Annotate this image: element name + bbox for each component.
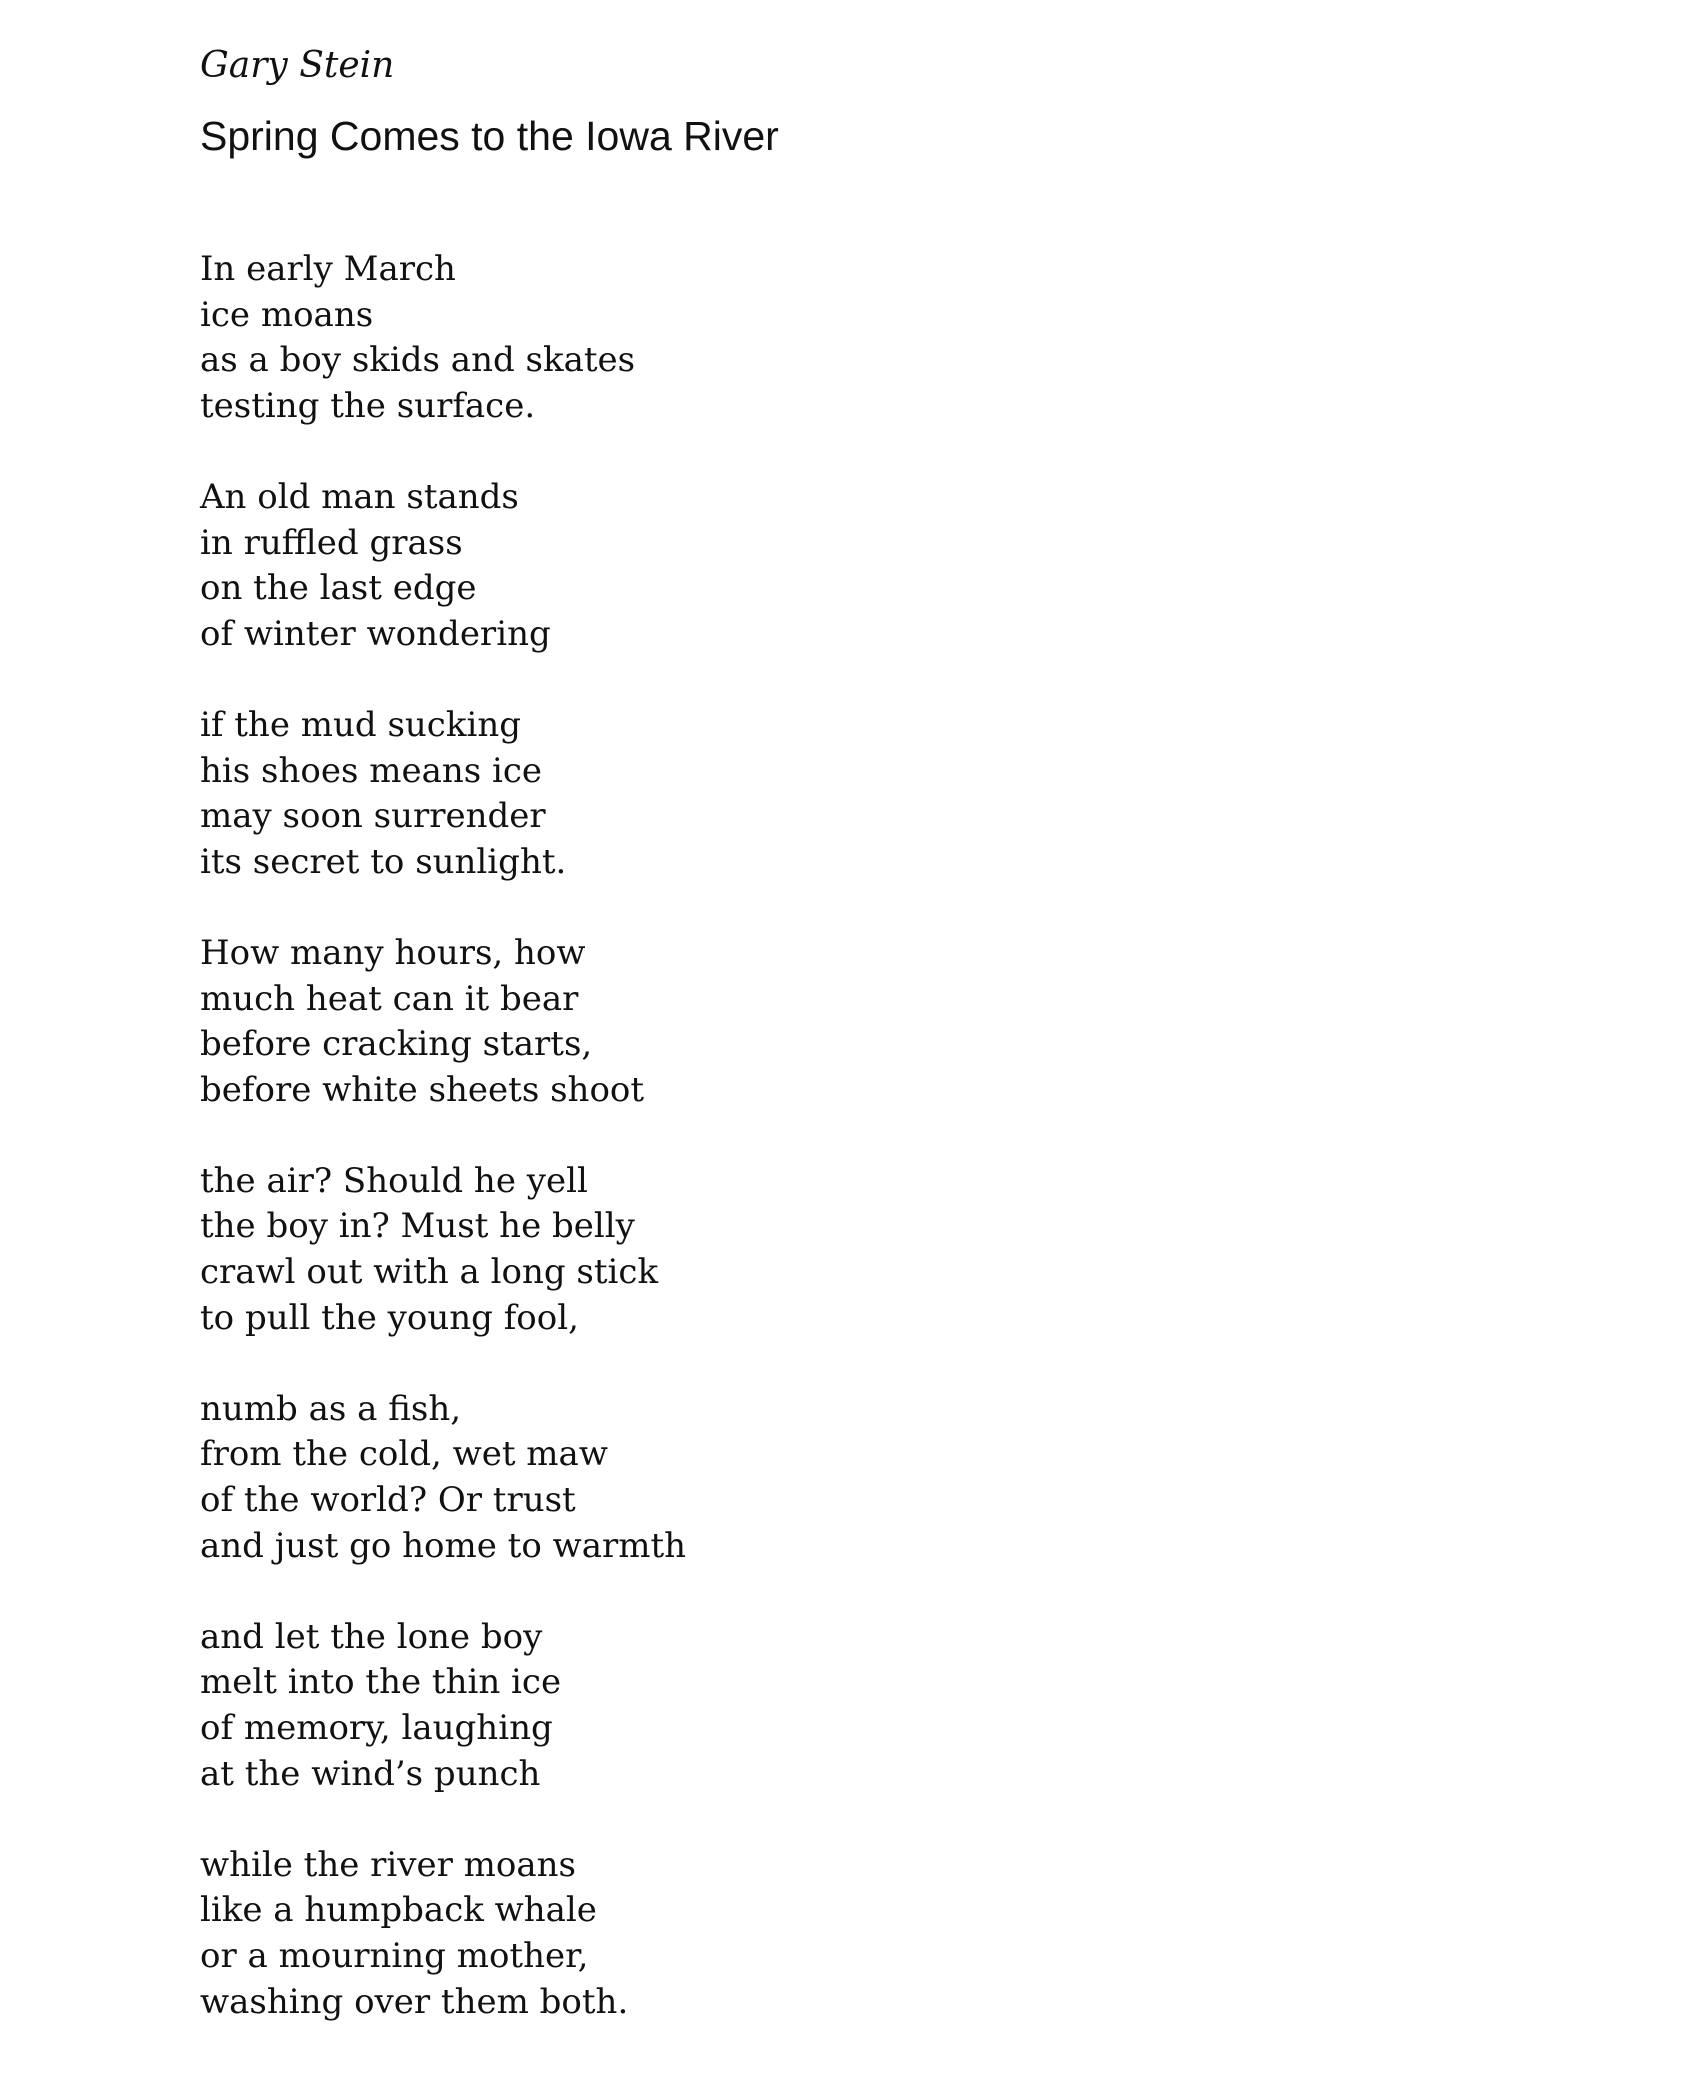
stanza — [200, 1159, 686, 1341]
poem-line: at the wind’s punch — [200, 1753, 541, 1794]
poem-line: numb as a fish, — [200, 1388, 462, 1429]
poem-line: of winter wondering — [200, 613, 551, 654]
poem-line: may soon surrender — [200, 796, 546, 837]
poem-line: crawl out with a long stick — [200, 1252, 659, 1293]
stanza — [200, 1843, 686, 2025]
poem-line: its secret to sunlight. — [200, 841, 567, 882]
poem-line: An old man stands — [200, 476, 519, 517]
poem-line: before cracking starts, — [200, 1024, 593, 1065]
poem-line: in ruffled grass — [200, 522, 463, 563]
poem-line: and just go home to warmth — [200, 1525, 687, 1566]
poem-line: How many hours, how — [200, 932, 586, 973]
stanza — [200, 1615, 686, 1797]
author-name: Gary Stein — [200, 45, 395, 86]
poem-line: testing the surface. — [200, 385, 536, 426]
poem-line: much heat can it bear — [200, 978, 579, 1019]
poem-body — [200, 247, 686, 2071]
poem-line: and let the lone boy — [200, 1616, 543, 1657]
stanza — [200, 247, 686, 429]
poem-line: like a humpback whale — [200, 1890, 597, 1931]
poem-line: the boy in? Must he belly — [200, 1206, 635, 1247]
stanza — [200, 475, 686, 657]
stanza — [200, 703, 686, 885]
poem-line: or a mourning mother, — [200, 1935, 589, 1976]
poem-line: of memory, laughing — [200, 1708, 553, 1748]
poem-line: his shoes means ice — [200, 750, 543, 791]
poem-line: the air? Should he yell — [200, 1160, 588, 1201]
stanza — [200, 1387, 686, 1569]
poem-line: to pull the young fool, — [200, 1297, 579, 1338]
stanza — [200, 931, 686, 1113]
poem-line: before white sheets shoot — [200, 1069, 645, 1110]
poem-line: while the river moans — [200, 1844, 577, 1885]
poem-line: from the cold, wet maw — [200, 1434, 608, 1475]
poem-line: washing over them both. — [200, 1981, 629, 2022]
poem-line: In early March — [200, 249, 456, 289]
poem-line: as a boy skids and skates — [200, 340, 636, 381]
poem-line: ice moans — [200, 294, 374, 335]
poem-title: Spring Comes to the Iowa River — [200, 113, 779, 159]
poem-line: melt into the thin ice — [200, 1662, 562, 1703]
poem-line: on the last edge — [200, 568, 477, 609]
poem-line: of the world? Or trust — [200, 1480, 576, 1521]
poem-line: if the mud sucking — [200, 704, 521, 745]
